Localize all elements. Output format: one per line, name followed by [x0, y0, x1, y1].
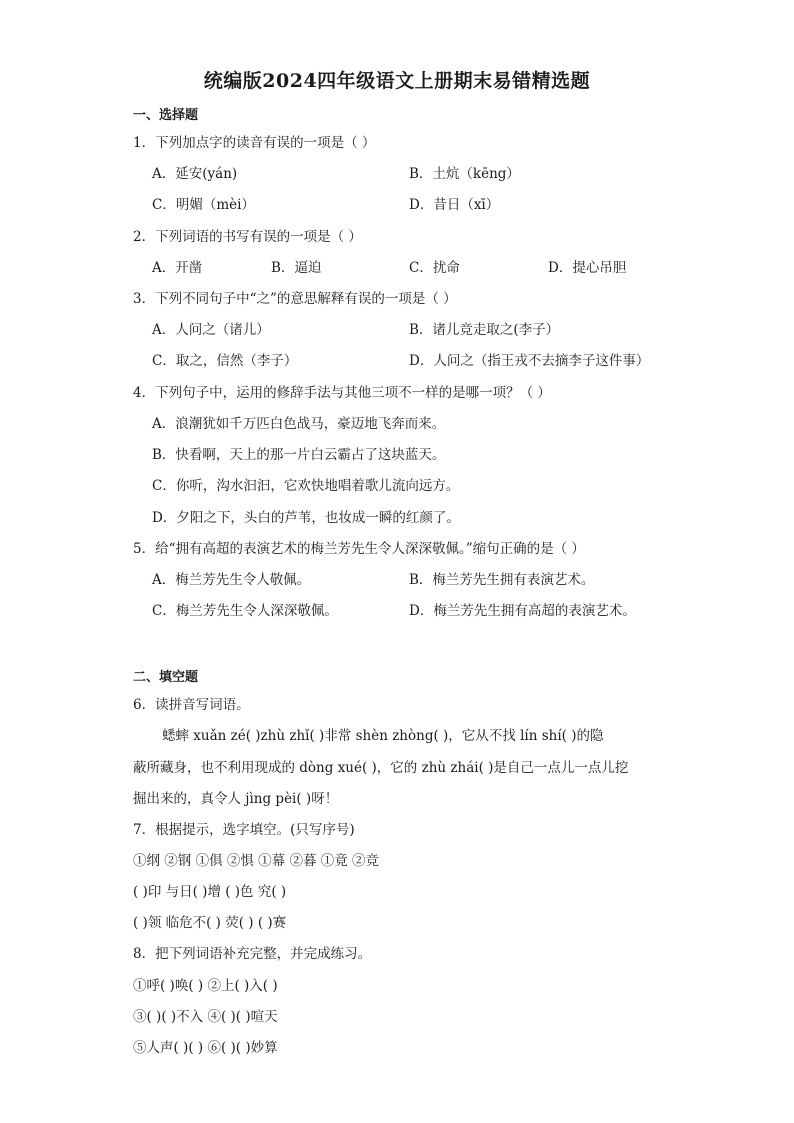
question-5-stem: 5．给“拥有高超的表演艺术的梅兰芳先生令人深深敬佩。”缩句正确的是（ ） [133, 541, 585, 557]
question-8-row-2: ③( )( )不入 ④( )( )喧天 [133, 1009, 278, 1025]
question-1-option-c: C．明媚（mèi） [152, 197, 255, 213]
question-5-option-d: D．梅兰芳先生拥有高超的表演艺术。 [409, 603, 636, 619]
question-3-option-c: C．取之，信然（李子） [152, 353, 298, 369]
section-heading-choice: 一、选择题 [133, 108, 199, 123]
question-4-stem: 4．下列句子中，运用的修辞手法与其他三项不一样的是哪一项？（ ） [133, 385, 551, 401]
question-2-stem: 2．下列词语的书写有误的一项是（ ） [133, 229, 362, 245]
question-4-option-c: C．你听，沟水汩汩，它欢快地唱着歌儿流向远方。 [152, 478, 460, 494]
question-1-option-a: A．延安(yán) [152, 166, 238, 182]
question-6-line-3: 掘出来的，真令人 jìng pèi( )呀！ [133, 791, 339, 807]
question-7-row-1: ( )印 与日( )增 ( )色 究( ) [133, 884, 287, 900]
page-title: 统编版2024四年级语文上册期末易错精选题 [203, 70, 591, 92]
question-4-option-d: D．夕阳之下，头白的芦苇，也妆成一瞬的红颜了。 [152, 510, 460, 526]
question-7-stem: 7．根据提示，选字填空。(只写序号) [133, 822, 355, 838]
question-2-option-a: A．开凿 [152, 260, 203, 276]
question-6-stem: 6．读拼音写词语。 [133, 697, 250, 713]
question-3-option-d: D．人问之（指王戎不去摘李子这件事） [409, 353, 650, 369]
question-3-option-b: B．诸儿竞走取之(李子） [409, 322, 560, 338]
question-1-option-d: D．昔日（xī） [409, 197, 500, 213]
question-5-option-b: B．梅兰芳先生拥有表演艺术。 [409, 572, 595, 588]
question-5-option-a: A．梅兰芳先生令人敬佩。 [152, 572, 311, 588]
question-8-row-3: ⑤人声( )( ) ⑥( )( )妙算 [133, 1040, 278, 1056]
question-3-stem: 3．下列不同句子中“之”的意思解释有误的一项是（ ） [133, 291, 457, 307]
question-1-option-b: B．土炕（kēng） [409, 166, 520, 182]
question-4-option-a: A．浪潮犹如千万匹白色战马，豪迈地飞奔而来。 [152, 416, 446, 432]
question-4-option-b: B．快看啊，天上的那一片白云霸占了这块蓝天。 [152, 447, 446, 463]
question-7-row-2: ( )领 临危不( ) 荧( ) ( )赛 [133, 915, 287, 931]
question-2-option-b: B．逼迫 [271, 260, 322, 276]
question-2-option-d: D．提心吊胆 [548, 260, 627, 276]
question-6-line-2: 蔽所藏身，也不利用现成的 dòng xué( )，它的 zhù zhái( )是自己一点儿一点儿挖 [133, 760, 629, 776]
question-8-row-1: ①呼( )唤( ) ②上( )入( ) [133, 978, 278, 994]
section-heading-fill: 二、填空题 [133, 670, 199, 685]
question-5-option-c: C．梅兰芳先生令人深深敬佩。 [152, 603, 338, 619]
question-7-char-options: ①纲 ②钢 ①俱 ②惧 ①幕 ②暮 ①竟 ②竞 [133, 853, 380, 869]
question-3-option-a: A．人问之（诸儿） [152, 322, 270, 338]
question-1-stem: 1．下列加点字的读音有误的一项是（ ） [133, 135, 376, 151]
question-8-stem: 8．把下列词语补充完整，并完成练习。 [133, 946, 372, 962]
question-2-option-c: C．扰命 [409, 260, 460, 276]
question-6-line-1: 蟋蟀 xuǎn zé( )zhù zhǐ( )非常 shèn zhòng( )，它从不找 lín shí( )的隐 [162, 728, 604, 744]
